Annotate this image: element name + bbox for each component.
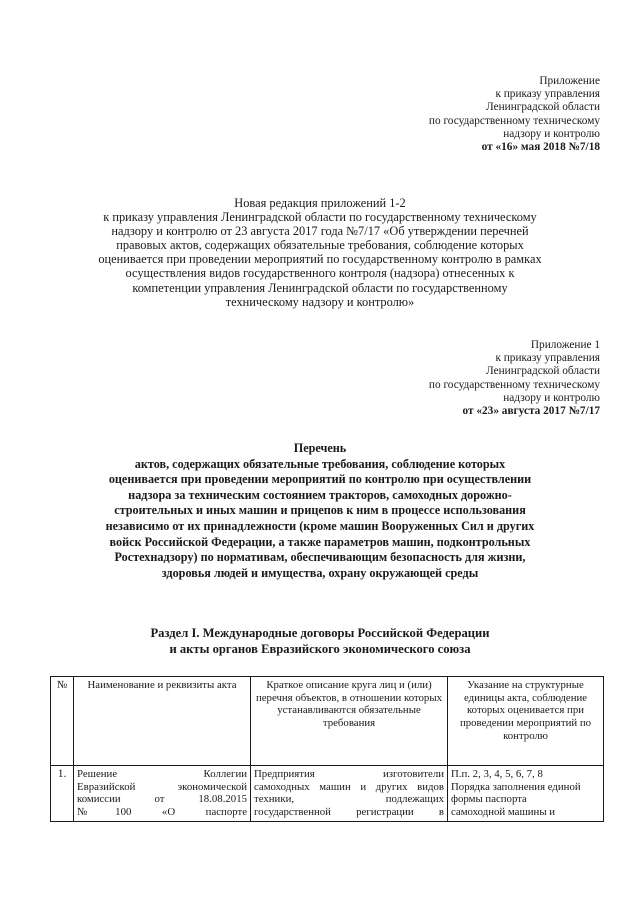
approval-date: от «23» августа 2017 №7/17 [462, 405, 600, 418]
redaction-line: надзору и контролю от 23 августа 2017 года №7/17 «Об утверждении перечней [111, 224, 529, 239]
row-act-name [74, 766, 251, 822]
list-title-line: актов, содержащих обязательные требования, соблюдение которых [134, 456, 506, 471]
list-title-line: здоровья людей и имущества, охрану окружающей среды [161, 565, 479, 580]
approval-line: Приложение [539, 75, 600, 87]
table-row [51, 766, 604, 822]
row-structural-units [448, 766, 604, 822]
cell-line: П.п. 2, 3, 4, 5, 6, 7, 8 [451, 768, 543, 780]
approval-line: по государственному техническому [428, 114, 600, 127]
acts-table [50, 676, 604, 822]
approval-line: Ленинградской области [486, 365, 600, 378]
list-heading: Перечень [293, 441, 347, 455]
cell-line: №100 «О паспорте [77, 806, 247, 819]
row-description [251, 766, 448, 822]
cell-line: Евразийской экономической [77, 780, 247, 793]
redaction-line: оценивается при проведении мероприятий по государственному контролю в рамках [98, 252, 542, 267]
redaction-line: компетенции управления Ленинградской области по государственному [132, 280, 508, 295]
cell-line: техники, подлежащих [254, 793, 444, 806]
list-title-line: надзора за техническим состоянием тракторов, самоходных дорожно- [128, 487, 512, 502]
approval-line: надзору и контролю [503, 391, 600, 404]
redaction-line: правовых актов, содержащих обязательные требования, соблюдение которых [116, 238, 524, 253]
section-line: Раздел I. Международные договоры Российской Федерации [150, 626, 490, 640]
table-header-row [51, 677, 604, 766]
row-number: 1. [51, 766, 74, 822]
approval-line: по государственному техническому [428, 378, 600, 391]
redaction-line: осуществления видов государственного контроля (надзора) отнесенных к [125, 266, 515, 281]
cell-line: формы паспорта [451, 793, 527, 806]
approval-block-2018 [429, 75, 600, 154]
header-description: Краткое описание круга лиц и (или) перечня объектов, в отношении которых устанавливаются обязательные требования [251, 677, 448, 766]
section-line: и акты органов Евразийского экономического союза [169, 642, 471, 656]
cell-line: комиссии от 18.08.2015 [77, 793, 247, 806]
list-title [40, 441, 600, 581]
list-title-line: Ростехнадзору) по нормативам, обеспечивающим безопасность для жизни, [114, 550, 526, 565]
cell-line: Порядка заполнения единой [451, 780, 581, 793]
header-act-name: Наименование и реквизиты акта [74, 677, 251, 766]
redaction-line: к приказу управления Ленинградской области по государственному техническому [103, 210, 537, 225]
header-structural-units: Указание на структурные единицы акта, соблюдение которых оценивается при проведении мероприятий по контролю [448, 677, 604, 766]
list-title-line: независимо от их принадлежности (кроме машин Вооруженных Сил и других [105, 518, 535, 533]
header-number: № [51, 677, 74, 766]
approval-line: Приложение 1 [530, 339, 600, 351]
approval-block-2017 [429, 339, 600, 418]
cell-line: Решение Коллегии [77, 768, 247, 780]
cell-line: государственной регистрации в [254, 806, 444, 819]
section-heading [40, 625, 600, 657]
list-title-line: оценивается при проведении мероприятий по контролю при осуществлении [108, 472, 532, 487]
redaction-line: техническому надзору и контролю» [225, 294, 415, 309]
cell-line: самоходной машины и [451, 806, 556, 819]
approval-line: Ленинградской области [486, 101, 600, 114]
approval-line: к приказу управления [495, 88, 600, 101]
new-redaction-title [40, 196, 600, 309]
redaction-line: Новая редакция приложений 1-2 [234, 196, 406, 210]
list-title-line: войск Российской Федерации, а также параметров машин, подконтрольных [109, 534, 531, 549]
approval-line: к приказу управления [495, 352, 600, 365]
cell-line: Предприятия изготовители [254, 768, 444, 780]
cell-line: самоходных машин и других видов [254, 780, 444, 793]
approval-date: от «16» мая 2018 №7/18 [481, 141, 600, 154]
approval-line: надзору и контролю [503, 127, 600, 140]
list-title-line: строительных и иных машин и прицепов к ним в процессе использования [114, 503, 526, 518]
